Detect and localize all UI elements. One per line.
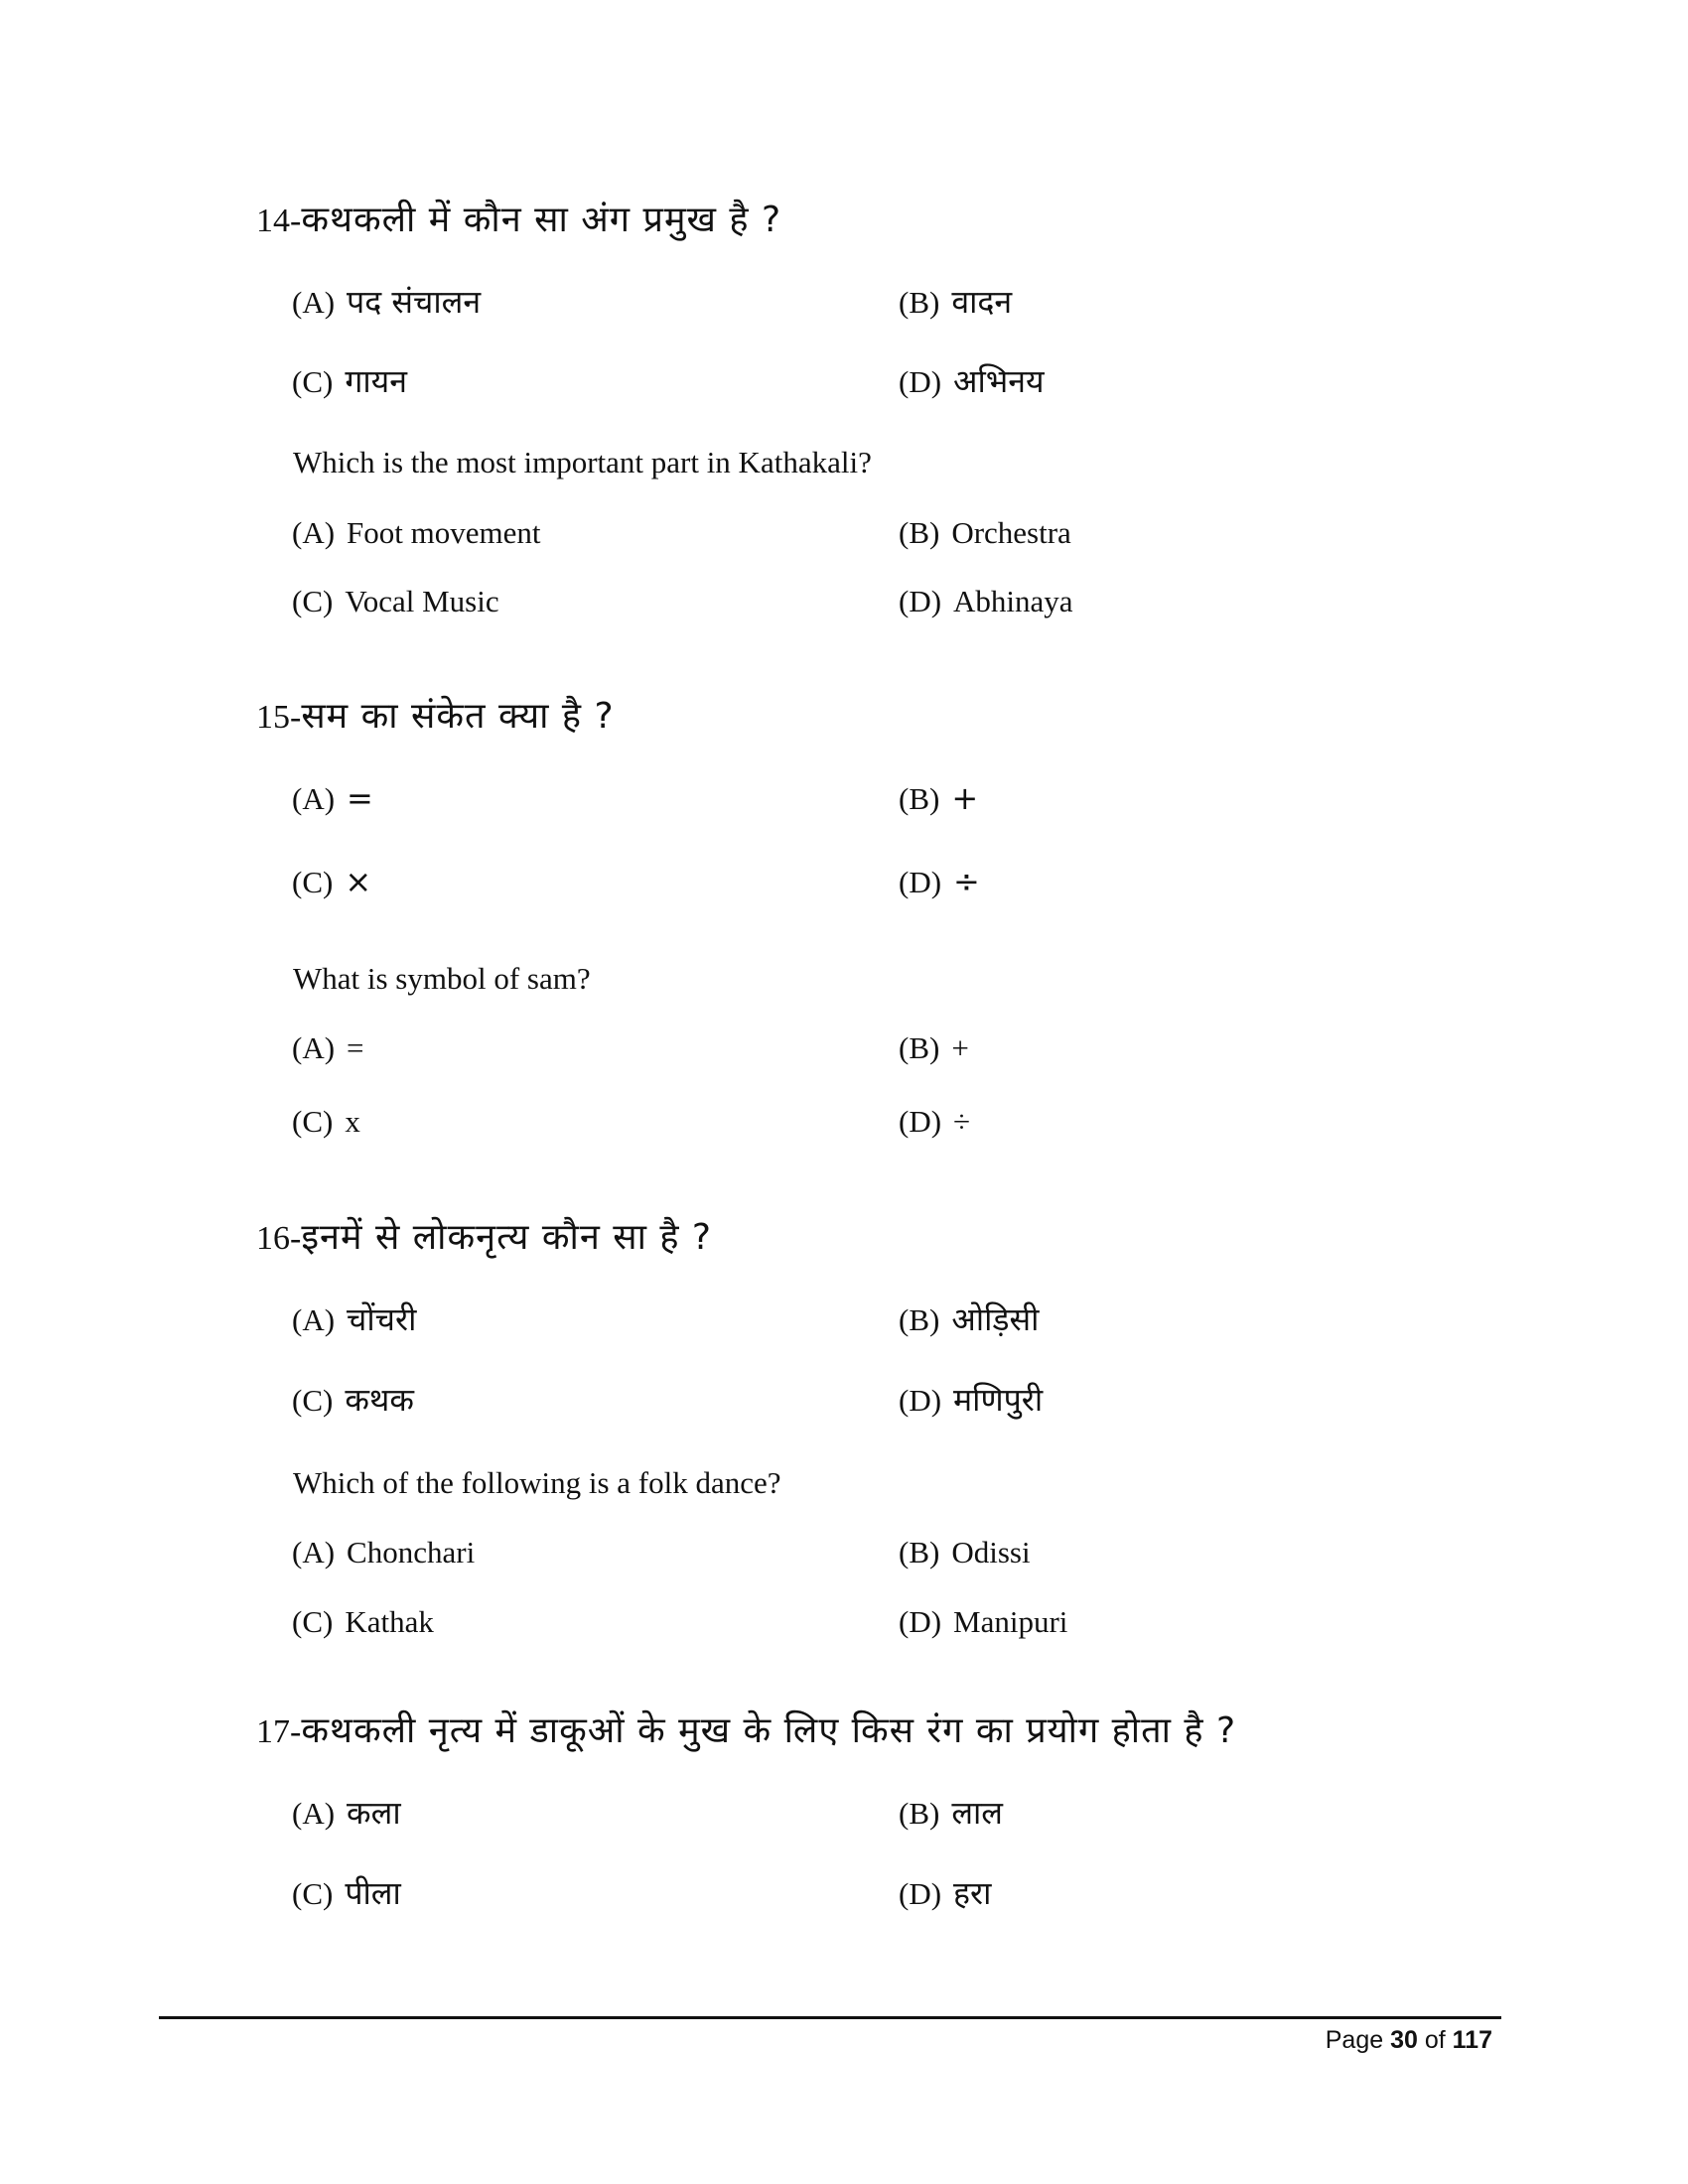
hindi-option-d (899, 1380, 1043, 1421)
option-text: मणिपुरी (953, 1381, 1044, 1419)
option-label: (C) (292, 1383, 334, 1418)
question-number: 14- (256, 203, 302, 239)
option-label: (D) (899, 1383, 942, 1418)
option-text: Odissi (951, 1535, 1031, 1570)
hindi-option-b (899, 778, 978, 819)
option-label: (B) (899, 1030, 940, 1065)
option-text: Manipuri (953, 1604, 1068, 1639)
option-text: ÷ (953, 863, 980, 900)
option-text: ÷ (953, 1104, 971, 1139)
option-text: + (951, 779, 979, 817)
option-text: = (347, 1030, 364, 1065)
english-option-b (899, 512, 1071, 553)
hindi-option-d (899, 862, 980, 902)
hindi-question-text: कथकली नृत्य में डाकूओं के मुख के लिए किस रंग का प्रयोग होता है ? (301, 1710, 1237, 1751)
hindi-option-d (899, 361, 1045, 402)
option-text: Vocal Music (345, 584, 499, 618)
question-title (256, 695, 615, 740)
option-text: + (951, 1030, 969, 1065)
option-label: (C) (292, 364, 334, 399)
option-label: (B) (899, 781, 940, 816)
english-option-a (292, 1532, 475, 1572)
option-text: × (345, 863, 372, 900)
question-number: 15- (256, 699, 302, 736)
option-text: पीला (345, 1874, 401, 1912)
of-word: of (1424, 2026, 1446, 2054)
option-label: (C) (292, 1604, 334, 1639)
english-option-a (292, 512, 541, 553)
option-text: वादन (951, 283, 1013, 321)
hindi-question-text: कथकली में कौन सा अंग प्रमुख है ? (301, 200, 782, 240)
question-number: 17- (256, 1713, 302, 1750)
option-text: गायन (345, 362, 407, 400)
option-label: (D) (899, 584, 942, 618)
english-option-d (899, 581, 1073, 621)
option-label: (B) (899, 515, 940, 550)
option-label: (C) (292, 1104, 334, 1139)
option-label: (A) (292, 515, 336, 550)
option-text: Abhinaya (953, 584, 1073, 618)
option-text: Foot movement (347, 515, 541, 550)
question-title (256, 1216, 712, 1261)
english-option-b (899, 1532, 1031, 1572)
question-number: 16- (256, 1220, 302, 1257)
option-label: (A) (292, 1535, 336, 1570)
option-text: = (347, 779, 373, 817)
option-text: अभिनय (953, 362, 1045, 400)
hindi-question-text: इनमें से लोकनृत्य कौन सा है ? (301, 1217, 713, 1258)
hindi-option-a (292, 1793, 401, 1834)
hindi-option-b (899, 1793, 1003, 1834)
english-option-c (292, 1601, 434, 1642)
option-label: (D) (899, 865, 942, 899)
option-text: पद संचालन (347, 283, 482, 321)
current-page: 30 (1390, 2026, 1418, 2054)
hindi-question-text: सम का संकेत क्या है ? (301, 696, 615, 737)
english-question-text: Which is the most important part in Kathakali? (293, 445, 872, 479)
page-number (1326, 2025, 1492, 2055)
english-option-c (292, 1101, 360, 1142)
option-label: (B) (899, 1302, 940, 1337)
english-option-b (899, 1027, 969, 1068)
english-option-d (899, 1101, 970, 1142)
option-label: (A) (292, 1302, 336, 1337)
option-label: (C) (292, 584, 334, 618)
hindi-option-c (292, 1380, 414, 1421)
option-label: (A) (292, 781, 336, 816)
option-label: (D) (899, 1604, 942, 1639)
option-text: ओड़िसी (951, 1300, 1040, 1338)
hindi-option-a (292, 778, 373, 819)
option-label: (D) (899, 1104, 942, 1139)
option-text: Chonchari (347, 1535, 476, 1570)
option-label: (A) (292, 1030, 336, 1065)
option-text: चोंचरी (347, 1300, 417, 1338)
page-word: Page (1325, 2026, 1384, 2054)
option-text: कथक (345, 1381, 414, 1419)
hindi-option-b (899, 1299, 1039, 1340)
option-text: कला (347, 1794, 401, 1832)
option-label: (C) (292, 865, 334, 899)
option-text: लाल (951, 1794, 1004, 1832)
option-label: (C) (292, 1876, 334, 1911)
question-title (256, 199, 781, 243)
hindi-option-a (292, 1299, 416, 1340)
option-text: हरा (953, 1874, 992, 1912)
english-option-c (292, 581, 499, 621)
hindi-option-a (292, 282, 481, 323)
hindi-option-c (292, 862, 371, 902)
hindi-option-c (292, 361, 407, 402)
option-text: x (345, 1104, 360, 1139)
option-text: Kathak (345, 1604, 434, 1639)
option-label: (A) (292, 1796, 336, 1831)
option-label: (B) (899, 1796, 940, 1831)
hindi-option-b (899, 282, 1012, 323)
option-text: Orchestra (951, 515, 1071, 550)
question-title (256, 1709, 1236, 1754)
total-pages: 117 (1452, 2026, 1492, 2054)
hindi-option-c (292, 1873, 401, 1914)
english-option-a (292, 1027, 364, 1068)
english-question-text: What is symbol of sam? (293, 961, 591, 996)
english-option-d (899, 1601, 1067, 1642)
option-label: (B) (899, 1535, 940, 1570)
option-label: (B) (899, 285, 940, 320)
option-label: (D) (899, 1876, 942, 1911)
footer-divider (159, 2016, 1501, 2019)
option-label: (D) (899, 364, 942, 399)
hindi-option-d (899, 1873, 991, 1914)
option-label: (A) (292, 285, 336, 320)
english-question-text: Which of the following is a folk dance? (293, 1465, 781, 1500)
